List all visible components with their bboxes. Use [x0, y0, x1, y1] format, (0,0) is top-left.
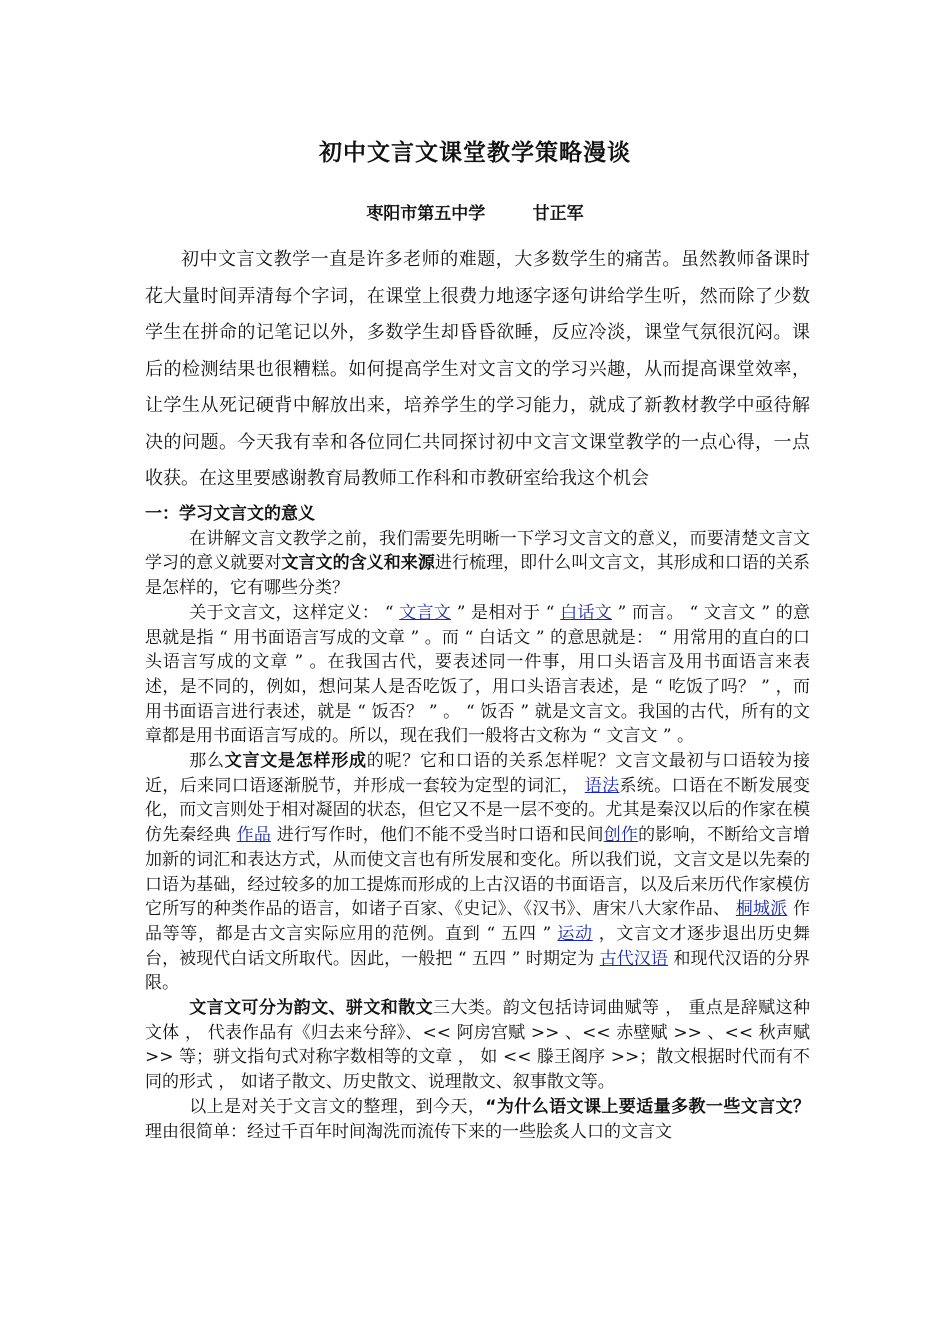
bold-text: 文言文可分为韵文、骈文和散文	[189, 998, 434, 1019]
document-title: 初中文言文课堂教学策略漫谈	[319, 140, 631, 166]
link-ancient-chinese[interactable]: 古代汉语	[599, 948, 668, 969]
text-run: 和现代汉语的分界限。	[145, 948, 810, 994]
link-creation[interactable]: 创作	[603, 825, 639, 846]
bold-text: “为什么语文课上要适量多教一些文言文？	[485, 1096, 810, 1117]
text-run: 理由很简单：经过千百年时间淘洗而流传下来的一些脍炙人口的文言文	[145, 1121, 672, 1142]
paragraph-definition	[145, 601, 810, 749]
text-run: 进行写作时，他们不能不受当时口语和民间	[271, 825, 604, 846]
text-run: 的呢？它和口语的关系怎样呢？文言文最初与口语较为接近，后来同口语逐渐脱节，并形成一套较为定型的词汇，	[145, 751, 811, 796]
paragraph-formation	[145, 749, 810, 996]
text-run: 三大类。韵文包括诗词曲赋等 ， 重点是辞赋这种文体 ， 代表作品有《归去来兮辞》、<< 阿房宫赋 >> 、<< 赤壁赋 >> 、<< 秋声赋 >> 等；骈文指句式对称字数相等的文章 ， 如 << 滕王阁序 >>；散文根据时代而有不同的形式 ， 如诸子散文、历史散文、说理散文、叙事散文等。	[145, 998, 811, 1093]
link-movement[interactable]: 运动	[557, 923, 593, 944]
text-run: ，文言文才逐步退出历史舞台，被现代白话文所取代。因此，一般把 “ 五四 ” 时期定为	[145, 923, 810, 969]
text-run: ” 是相对于 “	[451, 602, 561, 623]
section-1	[145, 502, 810, 1144]
link-wenyanwen[interactable]: 文言文	[399, 602, 452, 623]
text-run: 以上是对关于文言文的整理，到今天，	[189, 1096, 486, 1117]
text-run: 作品等等，都是古文言实际应用的范例。直到 “ 五四 ”	[145, 899, 811, 944]
bold-text: 文言文的含义和来源	[281, 553, 435, 574]
link-tongcheng-school[interactable]: 桐城派	[735, 899, 788, 920]
paragraph-meaning	[145, 527, 810, 601]
author-byline: 枣阳市第五中学 甘正军	[366, 204, 584, 224]
link-works[interactable]: 作品	[236, 825, 272, 846]
link-baihuawen[interactable]: 白话文	[560, 602, 612, 623]
text-run: 进行梳理，即什么叫文言文，其形成和口语的关系是怎样的，它有哪些分类？	[145, 553, 811, 599]
text-run: 系统。口语在不断发展变化，而文言则处于相对凝固的状态，但它又不是一层不变的。尤其是秦汉以后的作家在模仿先秦经典	[145, 775, 811, 846]
text-run: 那么	[189, 751, 225, 772]
section-heading: 一：学习文言文的意义	[145, 504, 315, 524]
link-grammar[interactable]: 语法	[584, 775, 620, 796]
paragraph-categories	[145, 996, 810, 1095]
bold-text: 文言文是怎样形成	[224, 751, 367, 772]
text-run: 关于文言文，这样定义： “	[189, 602, 400, 623]
paragraph-why	[145, 1095, 810, 1144]
intro-paragraph: 初中文言文教学一直是许多老师的难题，大多数学生的痛苦。虽然教师备课时花大量时间弄清每个字词，在课堂上很费力地逐字逐句讲给学生听，然而除了少数学生在拼命的记笔记以外，多数学生却昏昏欲睡，反应冷淡，课堂气氛很沉闷。课后的检测结果也很糟糕。如何提高学生对文言文的学习兴趣，从而提高课堂效率，让学生从死记硬背中解放出来，培养学生的学习能力，就成了新教材教学中亟待解决的问题。今天我有幸和各位同仁共同探讨初中文言文课堂教学的一点心得，一点收获。在这里要感谢教育局教师工作科和市教研室给我这个机会	[145, 249, 810, 489]
text-run: ” 而言。 “ 文言文 ” 的意思就是指 “ 用书面语言写成的文章 ” 。而 “ 白话文 ” 的意思就是： “ 用常用的直白的口头语言写成的文章 ” 。在我国古代，要表述同一件事，用口头语言及用书面语言来表述，是不同的，例如，想问某人是否吃饭了，用口头语言表述，是 “ 吃饭了吗？ ” ，而用书面语言进行表述，就是 “ 饭否？ ” 。 “ 饭否 ” 就是文言文。我国的古代，所有的文章都是用书面语言写成的。所以，现在我们一般将古文称为 “ 文言文 ” 。	[145, 602, 811, 747]
text-run: 的影响，不断给文言增加新的词汇和表达方式，从而使文言也有所发展和变化。所以我们说，文言文是以先秦的口语为基础，经过较多的加工提炼而形成的上古汉语的书面语言，以及后来历代作家模仿它所写的种类作品的语言，如诸子百家、《史记》、《汉书》、唐宋八大家作品、	[145, 825, 811, 920]
text-run: 在讲解文言文教学之前，我们需要先明晰一下学习文言文的意义，而要清楚文言文学习的意义就要对	[145, 528, 810, 574]
